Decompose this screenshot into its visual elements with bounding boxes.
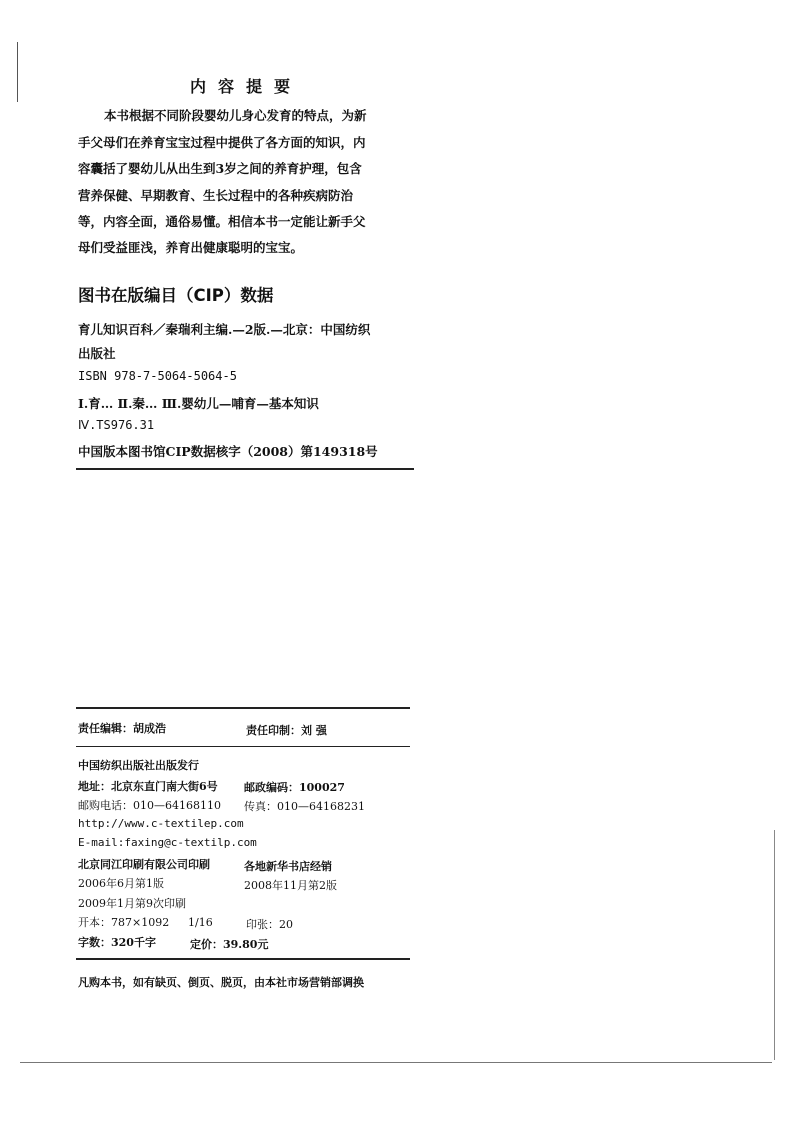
publisher-name: 中国纺织出版社出版发行: [78, 759, 199, 772]
pub-bottom-rule: [76, 958, 410, 960]
publisher-postcode: 邮政编码：100027: [244, 781, 345, 794]
word-count: 字数：320千字: [78, 936, 156, 949]
publisher-email: E-mail:faxing@c-textilp.com: [78, 836, 257, 849]
summary-line-2: 手父母们在养育宝宝过程中提供了各方面的知识，内: [78, 135, 366, 150]
pub-credits-rule: [76, 746, 410, 747]
summary-line-1: 本书根据不同阶段婴幼儿身心发育的特点，为新: [104, 108, 367, 123]
printing-credit: 责任印制：刘 强: [246, 724, 327, 737]
edition-first: 2006年6月第1版: [78, 877, 164, 890]
summary-line-6: 母们受益匪浅，养育出健康聪明的宝宝。: [78, 240, 304, 255]
pub-top-rule: [76, 707, 410, 709]
distributor: 各地新华书店经销: [244, 860, 332, 873]
summary-line-4: 营养保健、早期教育、生长过程中的各种疾病防治: [78, 188, 354, 203]
printer: 北京同江印刷有限公司印刷: [78, 858, 210, 871]
scan-edge-right: [774, 830, 775, 1060]
summary-line-5: 等，内容全面，通俗易懂。相信本书一定能让新手父: [78, 214, 366, 229]
cip-divider: [76, 468, 414, 470]
publisher-url: http://www.c-textilep.com: [78, 817, 244, 830]
cip-title-line: 育儿知识百科／秦瑞利主编.—2版.—北京：中国纺织: [78, 322, 371, 337]
cip-isbn: ISBN 978-7-5064-5064-5: [78, 369, 237, 383]
editor-credit: 责任编辑：胡成浩: [78, 722, 166, 735]
publisher-phone: 邮购电话：010—64168110: [78, 799, 221, 812]
cip-callno: Ⅳ.TS976.31: [78, 418, 155, 432]
cip-heading: 图书在版编目（CIP）数据: [78, 286, 274, 305]
book-fold: 1/16: [188, 916, 213, 929]
printing-count: 2009年1月第9次印刷: [78, 897, 186, 910]
scan-edge-left: [17, 42, 18, 102]
book-price: 定价：39.80元: [190, 938, 269, 951]
replacement-notice: 凡购本书，如有缺页、倒页、脱页，由本社市场营销部调换: [78, 976, 364, 989]
cip-classification: Ⅰ.育… Ⅱ.秦… Ⅲ.婴幼儿—哺育—基本知识: [78, 396, 319, 411]
summary-line-3: 容囊括了婴幼儿从出生到3岁之间的养育护理，包含: [78, 161, 362, 176]
summary-title: 内容提要: [190, 77, 303, 96]
book-sheets: 印张：20: [246, 918, 293, 931]
publisher-fax: 传真：010—64168231: [244, 800, 365, 813]
edition-second: 2008年11月第2版: [244, 879, 337, 892]
scan-edge-bottom: [20, 1062, 772, 1063]
publisher-address: 地址：北京东直门南大街6号: [78, 780, 218, 793]
book-format: 开本：787×1092: [78, 916, 170, 929]
cip-record: 中国版本图书馆CIP数据核字（2008）第149318号: [78, 444, 378, 459]
cip-publisher-line: 出版社: [78, 346, 116, 361]
